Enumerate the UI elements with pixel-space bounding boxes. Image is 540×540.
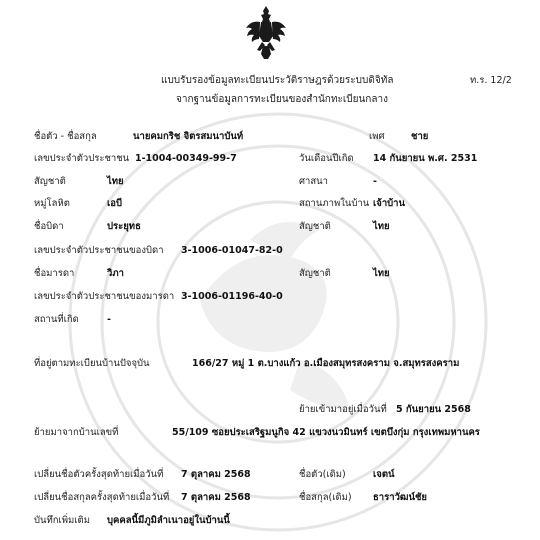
birthplace-value: - (107, 314, 111, 325)
sex-value: ชาย (411, 131, 429, 142)
move-in-label: ย้ายเข้ามาอยู่เมื่อวันที่ (299, 404, 387, 415)
old-first-name-value: เจตน์ (373, 469, 395, 480)
mother-id-label: เลขประจำตัวประชาชนของมารดา (34, 291, 175, 302)
father-name-label: ชื่อบิดา (34, 221, 64, 232)
note-value: บุคคลนี้มีภูมิลำเนาอยู่ในบ้านนี้ (107, 515, 230, 526)
father-id-value: 3-1006-01047-82-0 (181, 245, 283, 256)
garuda-emblem (244, 5, 288, 61)
old-first-name-label: ชื่อตัว(เดิม) (299, 469, 346, 480)
mother-name-label: ชื่อมารดา (34, 268, 75, 279)
old-surname-value: ธาราวัฒน์ชัย (373, 492, 427, 503)
surname-change-label: เปลี่ยนชื่อสกุลครั้งสุดท้ายเมื่อวันที่ (34, 492, 170, 503)
house-status-value: เจ้าบ้าน (373, 198, 406, 209)
blood-type-value: เอบี (107, 198, 122, 209)
id-label: เลขประจำตัวประชาชน (34, 153, 130, 164)
surname-change-date: 7 ตุลาคม 2568 (181, 492, 251, 503)
religion-value: - (373, 176, 377, 187)
mother-id-value: 3-1006-01196-40-0 (181, 291, 283, 302)
old-surname-label: ชื่อสกุล(เดิม) (299, 492, 352, 503)
address-label: ที่อยู่ตามทะเบียนบ้านปัจจุบัน (34, 358, 150, 369)
father-nationality-value: ไทย (373, 221, 390, 232)
mother-name-value: วิภา (107, 268, 124, 279)
mother-nationality-label: สัญชาติ (299, 268, 331, 279)
moved-from-value: 55/109 ซอยประเสริฐมนูกิจ 42 แขวงนวมินทร์ เขตบึงกุ่ม กรุงเทพมหานคร (172, 427, 480, 438)
note-label: บันทึกเพิ่มเติม (34, 515, 90, 526)
nationality-label: สัญชาติ (34, 176, 66, 187)
first-name-change-label: เปลี่ยนชื่อตัวครั้งสุดท้ายเมื่อวันที่ (34, 469, 164, 480)
moved-from-label: ย้ายมาจากบ้านเลขที่ (34, 427, 119, 438)
blood-type-label: หมู่โลหิต (34, 198, 70, 209)
father-name-value: ประยุทธ (107, 221, 141, 232)
father-id-label: เลขประจำตัวประชาชนของบิดา (34, 245, 164, 256)
house-status-label: สถานภาพในบ้าน (299, 198, 370, 209)
dob-label: วันเดือนปีเกิด (299, 153, 354, 164)
move-in-value: 5 กันยายน 2568 (396, 404, 471, 415)
mother-nationality-value: ไทย (373, 268, 390, 279)
address-value: 166/27 หมู่ 1 ต.บางแก้ว อ.เมืองสมุทรสงคราม จ.สมุทรสงคราม (192, 358, 460, 369)
document-title: แบบรับรองข้อมูลทะเบียนประวัติราษฎรด้วยระบบดิจิทัล (161, 75, 394, 86)
sex-label: เพศ (369, 131, 385, 142)
form-code: ท.ร. 12/2 (470, 75, 512, 86)
name-value: นายคมกริช จิตรสมนาบันท์ (133, 131, 244, 142)
document-subtitle: จากฐานข้อมูลการทะเบียนของสำนักทะเบียนกลาง (176, 94, 388, 105)
nationality-value: ไทย (107, 176, 124, 187)
dob-value: 14 กันยายน พ.ศ. 2531 (373, 153, 478, 164)
id-value: 1-1004-00349-99-7 (135, 153, 237, 164)
birthplace-label: สถานที่เกิด (34, 314, 79, 325)
father-nationality-label: สัญชาติ (299, 221, 331, 232)
first-name-change-date: 7 ตุลาคม 2568 (181, 469, 251, 480)
religion-label: ศาสนา (299, 176, 328, 187)
name-label: ชื่อตัว - ชื่อสกุล (34, 131, 97, 142)
